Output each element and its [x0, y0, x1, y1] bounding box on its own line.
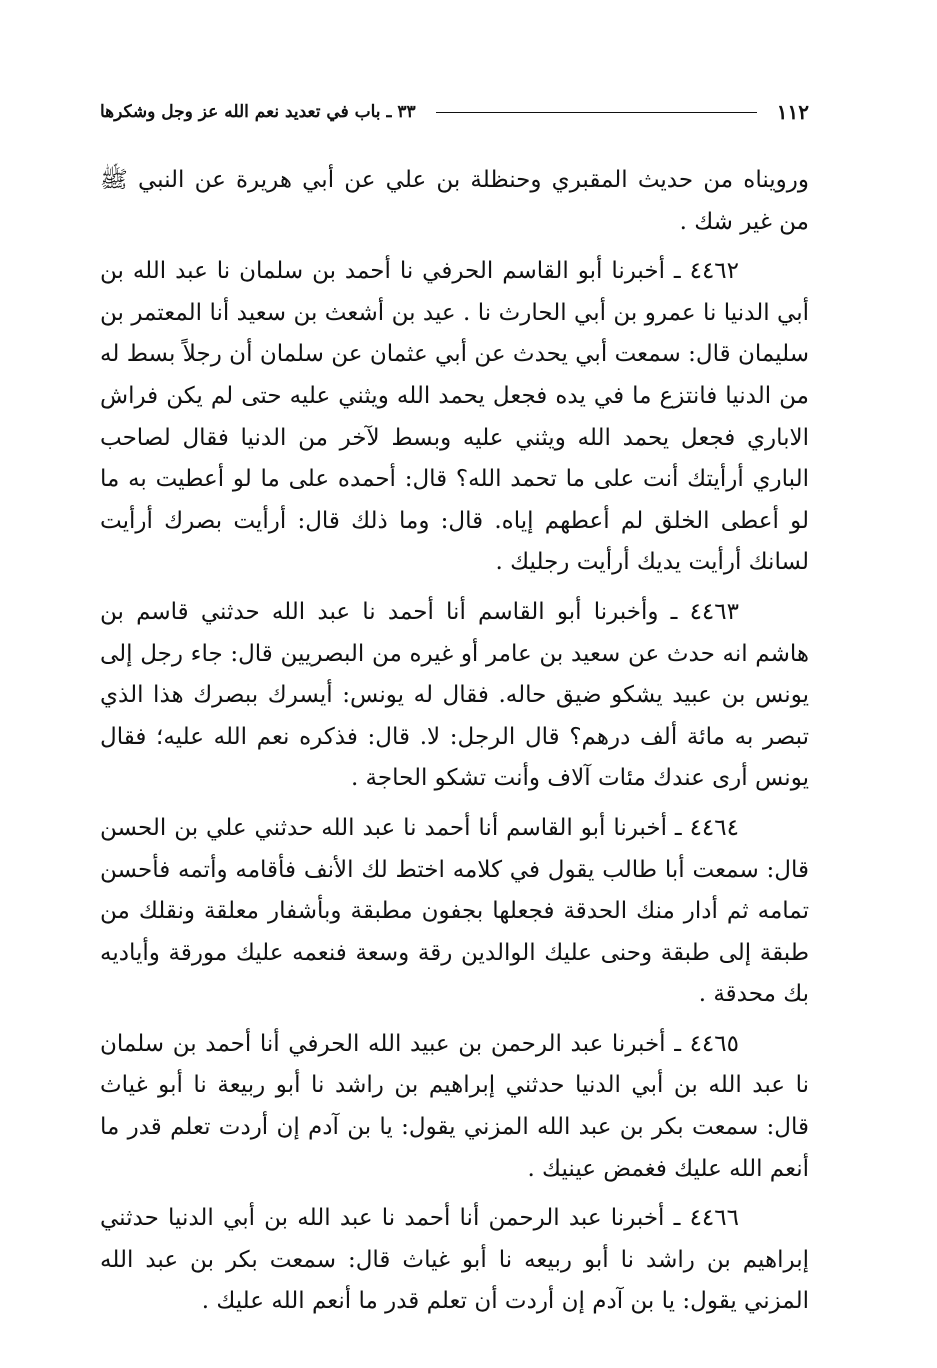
- hadith-number: ٤٤٦٣: [689, 598, 739, 625]
- hadith-4463: [100, 592, 809, 800]
- hadith-number: ٤٤٦٦: [689, 1205, 739, 1232]
- paragraph-text: ـ وأخبرنا أبو القاسم أنا أحمد نا عبد الله حدثني قاسم بن هاشم انه حدث عن سعيد بن عامر أو غيره من البصريين قال: جاء رجل إلى يونس بن عبيد يشكو ضيق حاله. فقال له يونس: أيسرك ببصرك هذا الذي تبصر به مائة ألف درهم؟ قال الرجل: لا. قال: فذكره نعم الله عليه؛ فقال يونس أرى عندك مئات آلاف وأنت تشكو الحاجة .: [100, 598, 809, 792]
- paragraph-text: ـ أخبرنا أبو القاسم أنا أحمد نا عبد الله حدثني علي بن الحسن قال: سمعت أبا طالب يقول في كلامه اختط لك الأنف فأقامه وأتمه فأحسن تمامه ثم أدار منك الحدقة فجعلها بجفون مطبقة وبأشفار معلقة ونقلك من طبقة إلى طبقة وحنى عليك الوالدين رقة وسعة فنعمه عليك مورقة وأياديه بك محدقة .: [100, 814, 809, 1008]
- running-header: [100, 92, 809, 132]
- paragraph-text: ـ أخبرنا أبو القاسم الحرفي نا أحمد بن سلمان نا عبد الله بن أبي الدنيا نا عمرو بن أبي الحارث نا . عيد بن أشعث بن سعيد أنا المعتمر بن سليمان قال: سمعت أبي يحدث عن أبي عثمان عن سلمان أن رجلاً بسط له من الدنيا فانتزع ما في يده فجعل يحمد الله ويثني عليه حتى لم يكن فراش الاباري فجعل يحمد الله ويثني عليه وبسط لآخر من الدنيا فقال لصاحب الباري أرأيتك أنت على ما تحمد الله؟ قال: أحمده على ما لو أعطيت به ما لو أعطى الخلق لم أعطهم إياه. قال: وما ذلك قال: أرأيت بصرك أرأيت لسانك أرأيت يديك أرأيت رجليك .: [100, 258, 809, 576]
- hadith-4462: [100, 251, 809, 584]
- hadith-4465: [100, 1024, 809, 1190]
- body-text: [100, 160, 809, 1323]
- paragraph-text: ـ أخبرنا عبد الرحمن أنا أحمد نا عبد الله بن أبي الدنيا حدثني إبراهيم بن راشد نا أبو ربيعه نا أبو غياث قال: سمعت بكر بن عبد الله المزني يقول: يا بن آدم إن أردت أن تعلم قدر ما أنعم الله عليك .: [100, 1205, 809, 1315]
- page-number: ١١٢: [776, 100, 809, 124]
- paragraph-text: ورويناه من حديث المقبري وحنظلة بن علي عن أبي هريرة عن النبي ﷺ من غير شك .: [100, 167, 809, 235]
- hadith-4466: [100, 1198, 809, 1323]
- paragraph-intro: [100, 160, 809, 243]
- hadith-number: ٤٤٦٤: [689, 814, 739, 841]
- header-rule: [436, 112, 757, 113]
- chapter-title: ٣٣ ـ باب في تعديد نعم الله عز وجل وشكرها: [100, 102, 416, 122]
- hadith-number: ٤٤٦٢: [689, 258, 740, 285]
- hadith-4464: [100, 808, 809, 1016]
- hadith-number: ٤٤٦٥: [689, 1030, 739, 1057]
- paragraph-text: ـ أخبرنا عبد الرحمن بن عبيد الله الحرفي أنا أحمد بن سلمان نا عبد الله بن أبي الدنيا حدثني إبراهيم بن راشد نا أبو ربيعة نا أبو غياث قال: سمعت بكر بن عبد الله المزني يقول: يا بن آدم إن أردت تعلم قدر ما أنعم الله عليك فغمض عينيك .: [100, 1030, 809, 1182]
